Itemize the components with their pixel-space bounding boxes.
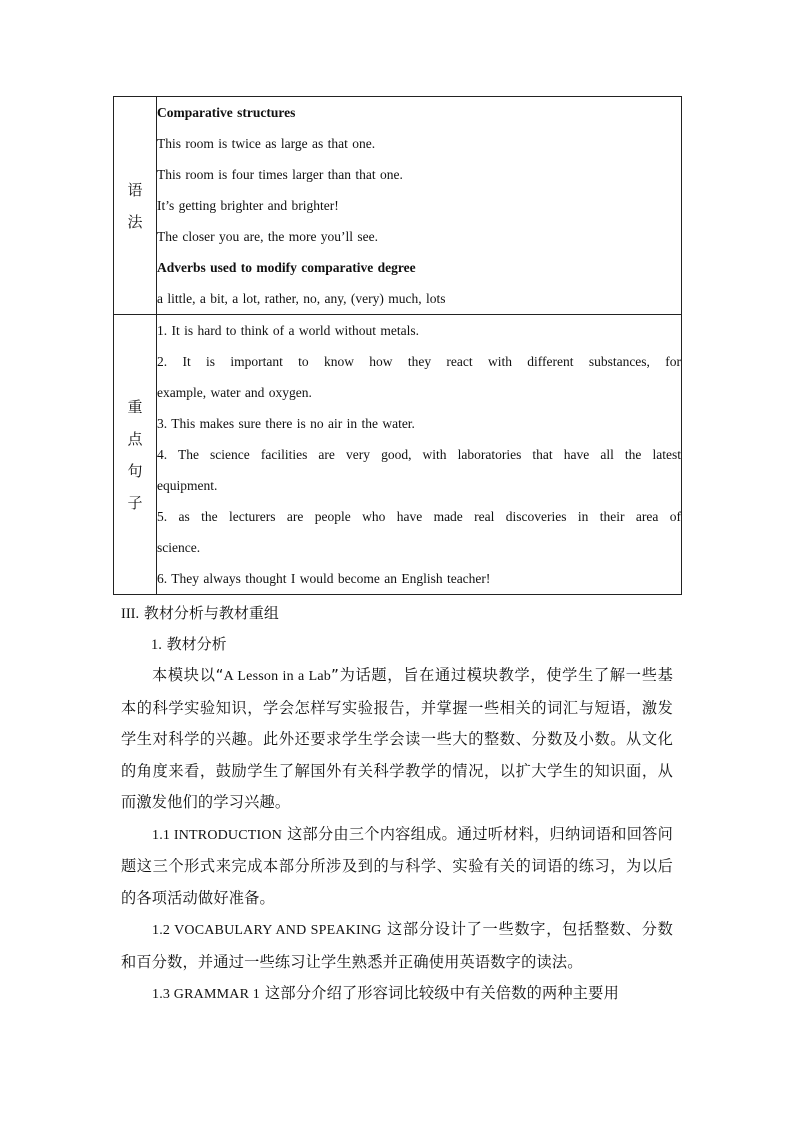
module-overview-paragraph — [121, 660, 673, 819]
sentence-line: 6. They always thought I would become an English teacher! — [157, 571, 491, 586]
key-sentences-label-char: 点 — [127, 429, 143, 448]
grammar-line: It’s getting brighter and brighter! — [157, 198, 339, 213]
sentence-line: 5. as the lecturers are people who have made real discoveries in their area of — [157, 509, 681, 524]
paragraph-text: 这部分介绍了形容词比较级中有关倍数的两种主要用 — [260, 984, 619, 1002]
part-label: 1.3 GRAMMAR 1 — [152, 987, 261, 1002]
sentence-line: 4. The science facilities are very good, with laboratories that have all the latest — [157, 447, 681, 462]
vocabulary-paragraph — [121, 914, 673, 978]
grammar-row — [114, 97, 682, 315]
grammar-content-cell — [157, 97, 682, 315]
key-sentences-content-cell — [157, 315, 682, 595]
key-sentences-label-char: 重 — [127, 397, 143, 416]
paragraph-text: ”为话题，旨在通过模块教学，使学生了解一些基本的科学实验知识，学会怎样写实验报告，并掌握一些相关的词汇与短语，激发学生对科学的兴趣。此外还要求学生学会读一些大的整数、分数及小数。从文化的角度来看，鼓励学生了解国外有关科学教学的情况，以扩大学生的知识面，从而激发他们的学习兴趣。 — [121, 666, 673, 811]
grammar-line: The closer you are, the more you’ll see. — [157, 229, 379, 244]
subsection-heading-number: 1. — [151, 637, 162, 653]
grammar-line: Adverbs used to modify comparative degree — [157, 260, 416, 275]
grammar-line: This room is four times larger than that one. — [157, 167, 403, 182]
topic-title: A Lesson in a Lab — [223, 669, 331, 684]
analysis-section — [121, 598, 673, 1011]
key-sentences-label-char: 子 — [127, 493, 143, 512]
paragraph-text: 这部分设计了一些数字，包括整数、分数和百分数，并通过一些练习让学生熟悉并正确使用英语数字的读法。 — [121, 920, 673, 971]
introduction-paragraph — [121, 819, 673, 915]
paragraph-text: 这部分由三个内容组成。通过听材料，归纳词语和回答问题这三个形式来完成本部分所涉及到的与科学、实验有关的词语的练习，为以后的各项活动做好准备。 — [121, 824, 674, 907]
lesson-table — [113, 96, 682, 595]
grammar-label-char: 语 — [127, 180, 143, 199]
grammar-line: This room is twice as large as that one. — [157, 136, 376, 151]
sentence-line: equipment. — [157, 478, 218, 493]
grammar-label-cell — [114, 97, 157, 315]
subsection-heading — [121, 629, 673, 660]
paragraph-text: 本模块以“ — [152, 666, 224, 684]
grammar-label-char: 法 — [127, 212, 143, 231]
section-heading — [121, 598, 673, 629]
grammar-line: Comparative structures — [157, 105, 296, 120]
section-heading-number: III. — [121, 606, 140, 622]
section-heading-text: 教材分析与教材重组 — [139, 604, 279, 622]
sentence-line: example, water and oxygen. — [157, 385, 312, 400]
sentence-line: science. — [157, 540, 201, 555]
subsection-heading-text: 教材分析 — [161, 635, 227, 653]
key-sentences-row — [114, 315, 682, 595]
sentence-line: 1. It is hard to think of a world without metals. — [157, 323, 419, 338]
part-label: 1.2 VOCABULARY AND SPEAKING — [152, 923, 382, 938]
sentence-line: 2. It is important to know how they react with different substances, for — [157, 354, 681, 369]
grammar-paragraph — [121, 978, 673, 1011]
key-sentences-label-char: 句 — [127, 461, 143, 480]
sentence-line: 3. This makes sure there is no air in the water. — [157, 416, 415, 431]
part-label: 1.1 INTRODUCTION — [152, 827, 283, 843]
grammar-line: a little, a bit, a lot, rather, no, any, (very) much, lots — [157, 291, 446, 306]
key-sentences-label-cell — [114, 315, 157, 595]
